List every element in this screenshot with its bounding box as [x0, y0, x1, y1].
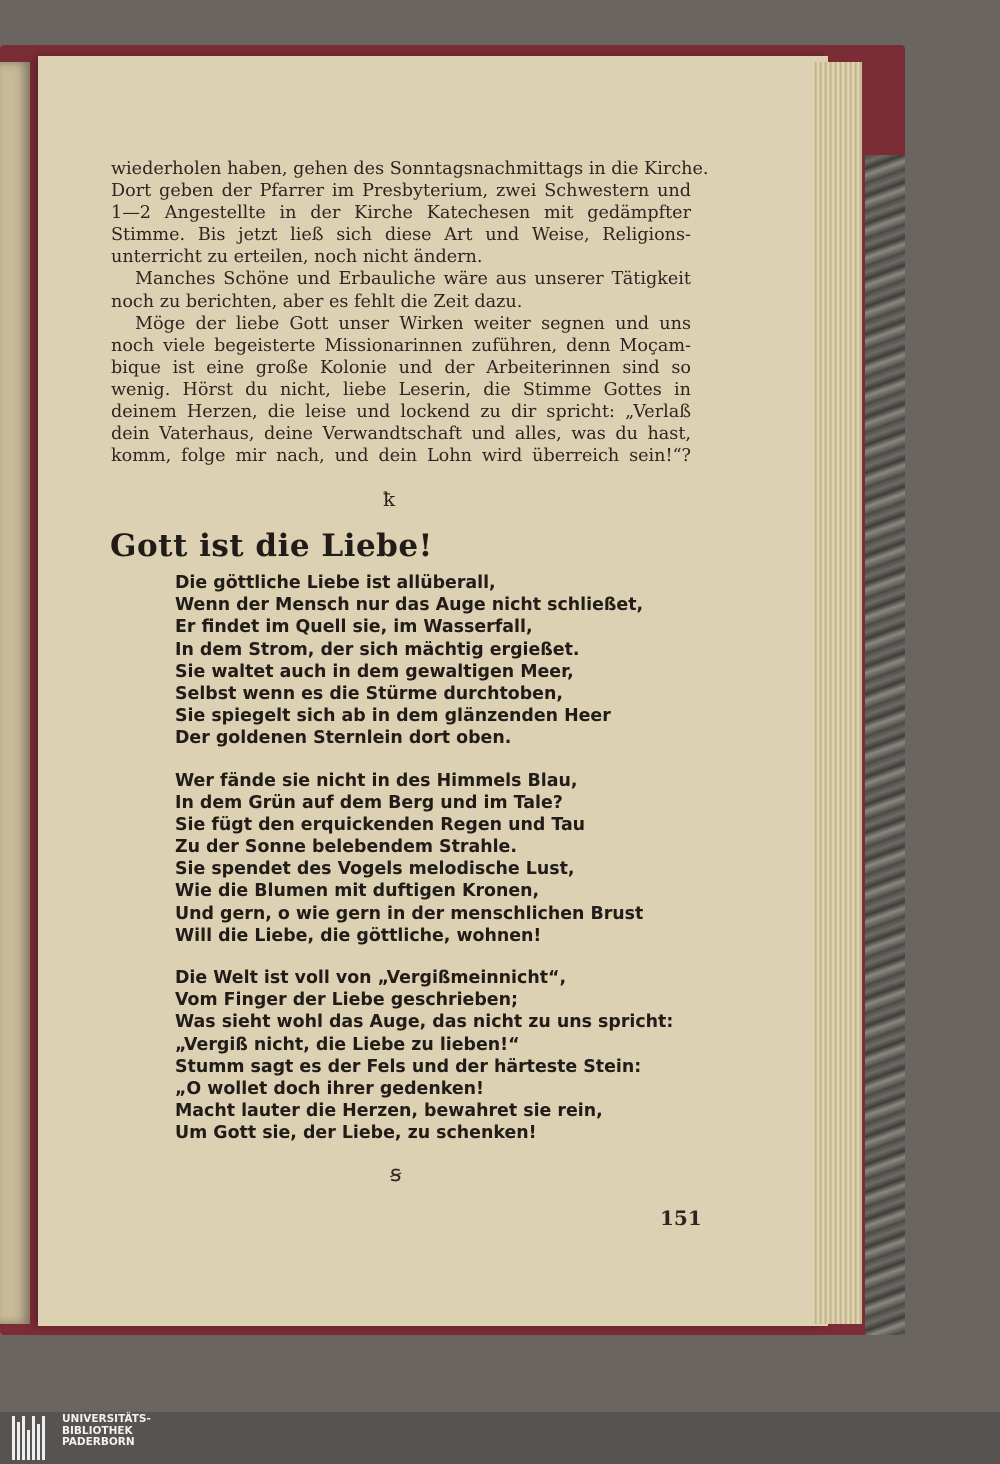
prose-line: Manches Schöne und Erbauliche wäre aus unserer Tätigkeit — [135, 269, 691, 290]
prose-line: noch viele begeisterte Missionarinnen zuführen, denn Moçam- — [111, 335, 691, 356]
poem-verse: Sie waltet auch in dem gewaltigen Meer, — [175, 661, 574, 682]
prose-line: wenig. Hörst du nicht, liebe Leserin, die Stimme Gottes in — [111, 379, 691, 400]
poem-verse: „O wollet doch ihrer gedenken! — [175, 1078, 484, 1099]
prose-line: noch zu berichten, aber es fehlt die Zeit dazu. — [111, 291, 523, 312]
poem-verse: Sie spendet des Vogels melodische Lust, — [175, 859, 575, 880]
poem-verse: Er findet im Quell sie, im Wasserfall, — [175, 617, 533, 638]
prose-line: wiederholen haben, gehen des Sonntagsnachmittags in die Kirche. — [111, 159, 709, 179]
prose-line: 1—2 Angestellte in der Kirche Katechesen mit gedämpfter — [111, 203, 691, 224]
prose-line: Möge der liebe Gott unser Wirken weiter segnen und uns — [135, 313, 691, 334]
poem-verse: Will die Liebe, die göttliche, wohnen! — [175, 925, 542, 946]
poem-verse: Zu der Sonne belebendem Strahle. — [175, 837, 517, 858]
prose-line: deinem Herzen, die leise und lockend zu dir spricht: „Verlaß — [111, 402, 691, 423]
poem-verse: Wie die Blumen mit duftigen Kronen, — [175, 881, 540, 902]
poem-verse: Stumm sagt es der Fels und der härteste Stein: — [175, 1056, 642, 1077]
poem-verse: Die göttliche Liebe ist allüberall, — [175, 573, 496, 593]
poem-verse: In dem Grün auf dem Berg und im Tale? — [175, 792, 563, 813]
poem-verse: Selbst wenn es die Stürme durchtoben, — [175, 683, 563, 704]
poem-verse: Die Welt ist voll von „Vergißmeinnicht“, — [175, 968, 567, 988]
stanza-gap — [175, 947, 673, 967]
poem-verse: Macht lauter die Herzen, bewahret sie rein, — [175, 1101, 603, 1122]
poem-verse: „Vergiß nicht, die Liebe zu lieben!“ — [175, 1034, 520, 1055]
library-line: PADERBORN — [62, 1436, 135, 1448]
marbled-endpaper — [865, 155, 905, 1335]
poem-verse: Was sieht wohl das Auge, das nicht zu uns spricht: — [175, 1012, 674, 1033]
poem-title: Gott ist die Liebe! — [110, 528, 433, 564]
library-name — [62, 1414, 151, 1449]
poem-verse: Der goldenen Sternlein dort oben. — [175, 728, 512, 749]
library-line: UNIVERSITÄTS- — [62, 1413, 151, 1425]
end-ornament: ꞩ — [390, 1162, 402, 1187]
poem-verse: Wer fände sie nicht in des Himmels Blau, — [175, 770, 578, 791]
poem-verse: Sie fügt den erquickenden Regen und Tau — [175, 814, 586, 835]
prose-line: bique ist eine große Kolonie und der Arbeiterinnen sind so — [111, 357, 691, 378]
poem-verse: Um Gott sie, der Liebe, zu schenken! — [175, 1123, 537, 1144]
prose-line: unterricht zu erteilen, noch nicht ändern. — [111, 247, 483, 268]
prose-line: Stimme. Bis jetzt ließ sich diese Art und Weise, Religions- — [111, 225, 691, 246]
library-line: BIBLIOTHEK — [62, 1424, 133, 1437]
poem-verse: Sie spiegelt sich ab in dem glänzenden Heer — [175, 706, 611, 727]
prose-line: dein Vaterhaus, deine Verwandtschaft und alles, was du hast, — [111, 424, 691, 445]
section-ornament: ꝁ — [383, 487, 396, 511]
poem-verse: Und gern, o wie gern in der menschlichen Brust — [175, 903, 644, 924]
left-page-edge — [0, 62, 30, 1324]
poem-text — [175, 572, 673, 1145]
prose-text — [111, 158, 709, 467]
poem-verse: Wenn der Mensch nur das Auge nicht schließet, — [175, 595, 644, 616]
page-edges — [812, 62, 862, 1324]
poem-verse: Vom Finger der Liebe geschrieben; — [175, 990, 518, 1011]
page-number: 151 — [660, 1206, 702, 1230]
prose-line: komm, folge mir nach, und dein Lohn wird überreich sein!“? — [111, 446, 691, 467]
poem-verse: In dem Strom, der sich mächtig ergießet. — [175, 639, 580, 660]
stanza-gap — [175, 750, 673, 770]
prose-line: Dort geben der Pfarrer im Presbyterium, zwei Schwestern und — [111, 181, 691, 202]
library-logo-icon — [12, 1416, 52, 1460]
